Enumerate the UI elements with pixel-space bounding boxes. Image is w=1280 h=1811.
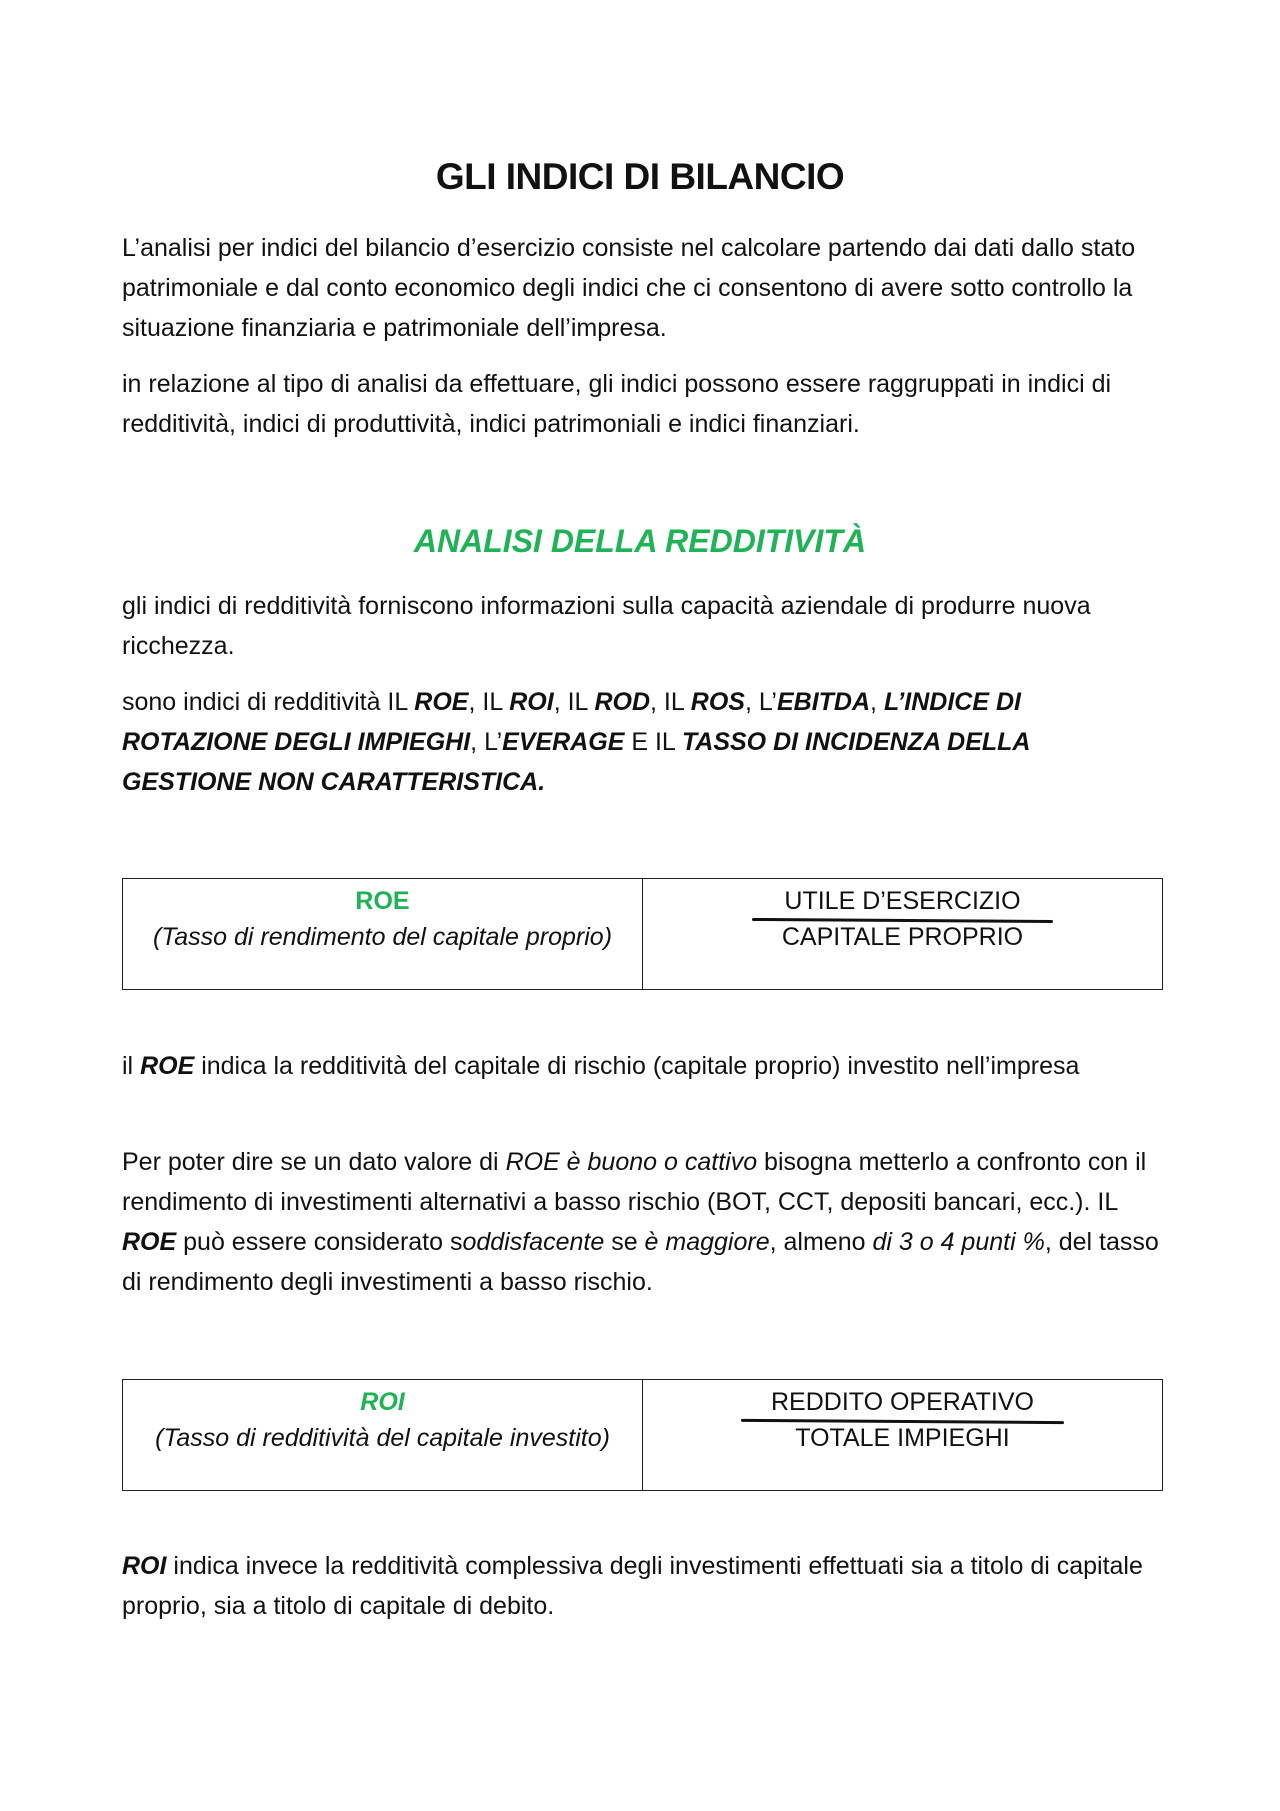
- keyword-tasso-incidenza: TASSO DI INCIDENZA DELLA GESTIONE NON CARATTERISTICA.: [122, 728, 1030, 796]
- roi-label-cell: [123, 1380, 643, 1491]
- section-title: ANALISI DELLA REDDITIVITÀ: [413, 523, 867, 559]
- roe-denominator: CAPITALE PROPRIO: [781, 923, 1024, 951]
- roe-paragraph-1: [122, 1046, 1162, 1086]
- roe-numerator-text: UTILE D’ESERCIZIO: [784, 887, 1021, 915]
- text-run: , L’: [744, 688, 777, 716]
- text-run: Per poter dire se un dato valore di: [122, 1148, 506, 1176]
- roi-numerator: [771, 1384, 1034, 1420]
- keyword-rotazione: L’INDICE DI ROTAZIONE DEGLI IMPIEGHI: [122, 688, 1021, 756]
- roi-name: ROI: [360, 1388, 405, 1416]
- keyword-roi: ROI: [509, 688, 554, 716]
- text-run: il: [122, 1052, 141, 1080]
- text-run: , IL: [553, 688, 595, 716]
- keyword-everage: EVERAGE: [502, 728, 625, 756]
- section-paragraph-1: gli indici di redditività forniscono informazioni sulla capacità aziendale di produrre nuova ricchezza.: [122, 592, 1091, 660]
- roe-numerator: [782, 883, 1023, 919]
- roe-formula-cell: [643, 879, 1163, 990]
- text-run: , almeno: [769, 1228, 873, 1256]
- text-run: se: [604, 1228, 645, 1256]
- roe-table: [122, 878, 1163, 990]
- text-run: , L’: [470, 728, 503, 756]
- text-run: , IL: [468, 688, 510, 716]
- text-run: sono indici di redditività IL: [122, 688, 415, 716]
- roi-table: [122, 1379, 1163, 1491]
- roi-formula-cell: [643, 1380, 1163, 1491]
- italic-run: ROE è buono o cattivo: [505, 1148, 758, 1176]
- italic-run: oddisfacente: [462, 1228, 605, 1256]
- text-run: bisogna metterlo a confronto con il rendimento di investimenti alternativi a basso rischio (BOT, CCT, depositi bancari, ecc.). IL: [122, 1148, 1147, 1216]
- keyword-rod: ROD: [594, 688, 651, 716]
- roe-description: (Tasso di rendimento del capitale proprio): [152, 923, 613, 951]
- roe-formula: [782, 883, 1023, 955]
- text-run: , del tasso di rendimento degli investimenti a basso rischio.: [122, 1228, 1159, 1296]
- roi-formula: [771, 1384, 1034, 1456]
- roi-numerator-text: REDDITO OPERATIVO: [770, 1388, 1034, 1416]
- text-run: può essere considerato s: [176, 1228, 463, 1256]
- roe-paragraph-2: [122, 1142, 1162, 1302]
- keyword-roe: ROE: [414, 688, 469, 716]
- intro-paragraph-1: L’analisi per indici del bilancio d’esercizio consiste nel calcolare partendo dai dati dallo stato patrimoniale e dal conto economico degli indici che ci consentono di avere sotto controllo la situazione finanziaria e patrimoniale dell’impresa.: [122, 234, 1136, 342]
- keyword-ros: ROS: [690, 688, 745, 716]
- roe-label-cell: [123, 879, 643, 990]
- roi-paragraph: [122, 1546, 1162, 1626]
- text-run: ,: [870, 688, 884, 716]
- keyword-roe: ROE: [140, 1052, 195, 1080]
- text-run: , IL: [650, 688, 691, 716]
- italic-run: di 3 o 4 punti %: [872, 1228, 1045, 1256]
- document-title: GLI INDICI DI BILANCIO: [435, 156, 845, 197]
- keyword-ebitda: EBITDA: [776, 688, 871, 716]
- intro-paragraph-2: in relazione al tipo di analisi da effettuare, gli indici possono essere raggruppati in indici di redditività, indici di produttività, indici patrimoniali e indici finanziari.: [122, 370, 1112, 438]
- roi-denominator: TOTALE IMPIEGHI: [795, 1424, 1010, 1452]
- roi-description: (Tasso di redditività del capitale investito): [155, 1424, 610, 1452]
- italic-run: è maggiore: [644, 1228, 770, 1256]
- roe-name: ROE: [355, 887, 410, 915]
- section-paragraph-2: [122, 682, 1162, 802]
- keyword-roi: ROI: [122, 1552, 167, 1580]
- text-run: indica la redditività del capitale di rischio (capitale proprio) investito nell’impresa: [194, 1052, 1080, 1080]
- keyword-roe: ROE: [122, 1228, 177, 1256]
- text-run: E IL: [624, 728, 682, 756]
- text-run: indica invece la redditività complessiva degli investimenti effettuati sia a titolo di capitale proprio, sia a titolo di capitale di debito.: [122, 1552, 1143, 1620]
